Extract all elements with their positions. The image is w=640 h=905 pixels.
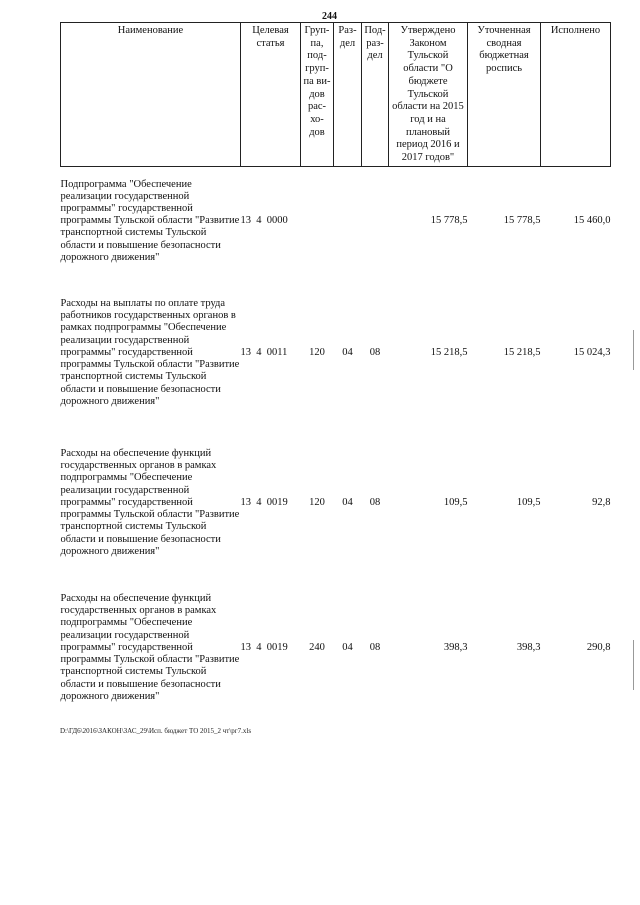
row-subsection <box>362 167 389 276</box>
row-name: Расходы на обеспечение функций государственных органов в рамках подпрограммы "Обеспечение реализации государственной программы" государственной программы Тульской области "Развитие транспортной системы Тульской области и повышение безопасности дорожного движения" <box>60 593 240 702</box>
scan-edge-mark <box>633 330 634 370</box>
header-refined: Уточненная сводная бюджетная роспись <box>468 23 541 167</box>
header-subsection: Под- раз- дел <box>362 23 389 167</box>
table-header-row <box>61 23 611 167</box>
row-name: Расходы на обеспечение функций государственных органов в рамках подпрограммы "Обеспечение реализации государственной программы" государственной программы Тульской области "Развитие транспортной системы Тульской области и повышение безопасности дорожного движения" <box>60 448 240 557</box>
row-name: Расходы на выплаты по оплате труда работников государственных органов в рамках подпрограммы "Обеспечение реализации государственной программы" государственной программы Тульской области "Развитие транспортной системы Тульской области и повышение безопасности дорожного движения" <box>60 298 240 407</box>
header-target: Целевая статья <box>241 23 301 167</box>
table-row <box>61 431 611 576</box>
row-executed: 92,8 <box>592 496 611 508</box>
row-expense-group: 120 <box>309 346 325 358</box>
header-expense-group: Груп- па, под- груп- па ви- дов рас- хо- дов <box>301 23 334 167</box>
header-name: Наименование <box>61 23 241 167</box>
row-approved: 15 218,5 <box>430 346 468 358</box>
row-executed: 290,8 <box>586 641 611 653</box>
row-expense-group <box>301 167 334 276</box>
row-refined: 398,3 <box>516 641 541 653</box>
row-target-code: 13 4 0000 <box>240 215 288 227</box>
row-expense-group: 120 <box>309 496 325 508</box>
scan-edge-mark <box>633 640 634 690</box>
row-approved: 15 778,5 <box>430 215 468 227</box>
row-section: 04 <box>342 641 353 653</box>
header-approved: Утверждено Законом Тульской области "О бюджете Тульской области на 2015 год и на плановый период 2016 и 2017 годов" <box>389 23 468 167</box>
row-expense-group: 240 <box>309 641 325 653</box>
row-name: Подпрограмма "Обеспечение реализации государственной программы" государственной программы Тульской области "Развитие транспортной системы Тульской области и повышение безопасности дорожного движения" <box>60 178 240 263</box>
row-subsection: 08 <box>369 346 381 358</box>
header-section: Раз- дел <box>334 23 362 167</box>
table-row <box>61 167 611 276</box>
row-refined: 15 778,5 <box>503 215 541 227</box>
row-refined: 109,5 <box>516 496 541 508</box>
row-section: 04 <box>342 346 353 358</box>
row-subsection: 08 <box>369 641 381 653</box>
row-approved: 398,3 <box>443 641 468 653</box>
row-refined: 15 218,5 <box>503 346 541 358</box>
row-section: 04 <box>342 496 353 508</box>
table-row <box>61 276 611 431</box>
page-number: 244 <box>322 11 337 22</box>
row-executed: 15 460,0 <box>573 215 611 227</box>
table-row <box>61 576 611 721</box>
footer-file-path: D:\ГД6\2016\ЗАКОН\ЗАС_29\Исп. бюджет ТО 2015_2 чт\рг7.xls <box>60 727 252 735</box>
row-executed: 15 024,3 <box>573 346 611 358</box>
row-target-code: 13 4 0011 <box>240 346 288 358</box>
row-section <box>334 167 362 276</box>
row-subsection: 08 <box>369 496 381 508</box>
row-target-code: 13 4 0019 <box>240 496 288 508</box>
row-approved: 109,5 <box>443 496 468 508</box>
row-target-code: 13 4 0019 <box>240 641 288 653</box>
budget-table <box>60 22 611 721</box>
header-executed: Исполнено <box>541 23 611 167</box>
